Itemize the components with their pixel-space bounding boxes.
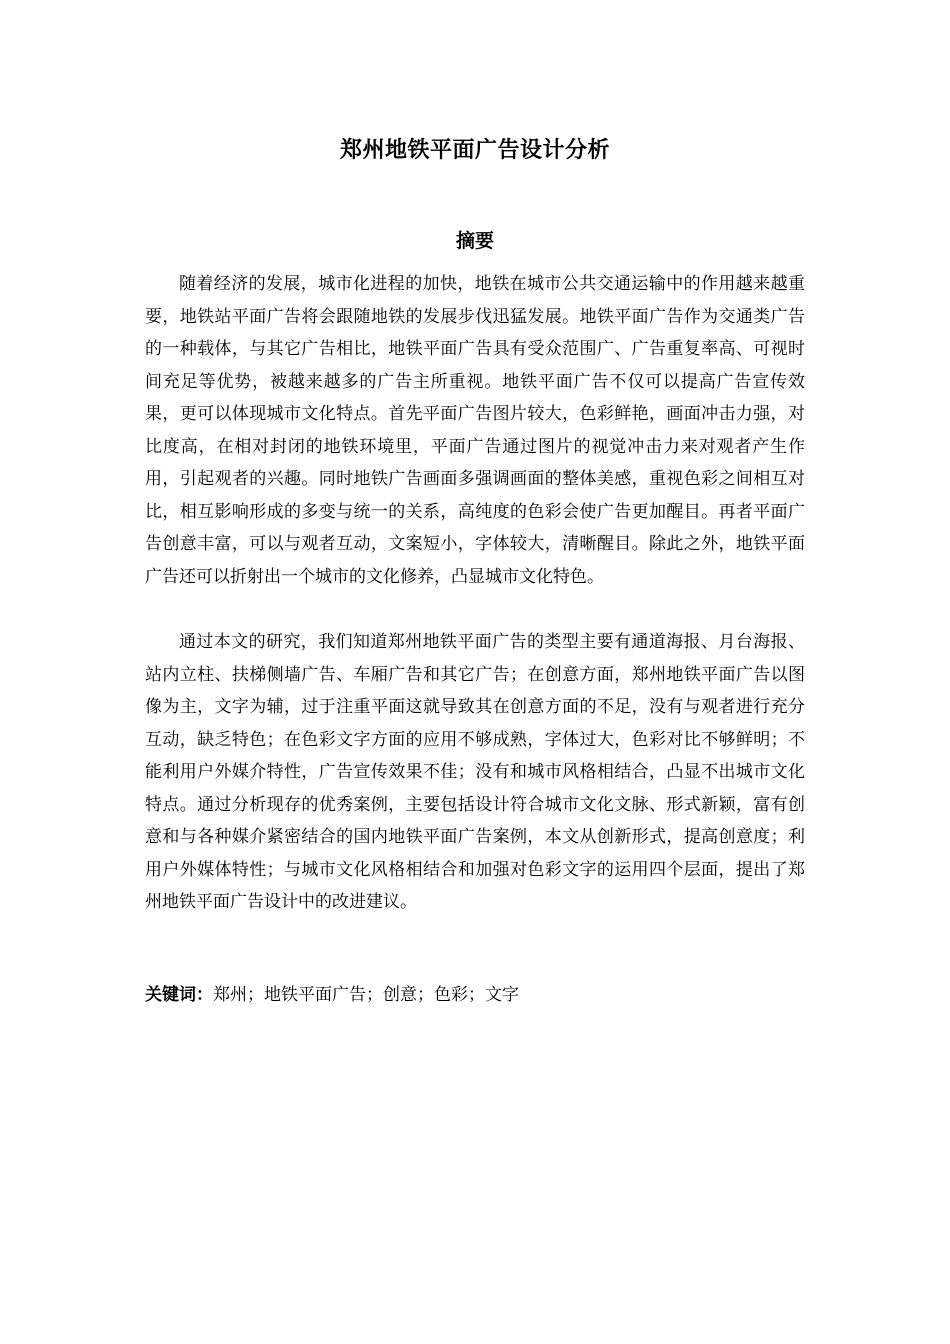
document-title: 郑州地铁平面广告设计分析 <box>339 138 610 163</box>
abstract-paragraph-2: 通过本文的研究，我们知道郑州地铁平面广告的类型主要有通道海报、月台海报、站内立柱、扶梯侧墙广告、车厢广告和其它广告；在创意方面，郑州地铁平面广告以图像为主，文字为辅，过于注重平面这就导致其在创意方面的不足，没有与观者进行充分互动，缺乏特色；在色彩文字方面的应用不够成熟，字体过大，色彩对比不够鲜明；不能利用户外媒介特性，广告宣传效果不佳；没有和城市风格相结合，凸显不出城市文化特点。通过分析现存的优秀案例，主要包括设计符合城市文化文脉、形式新颖，富有创意和与各种媒介紧密结合的国内地铁平面广告案例，本文从创新形式，提高创意度；利用户外媒体特性；与城市文化风格相结合和加强对色彩文字的运用四个层面，提出了郑州地铁平面广告设计中的改进建议。 <box>145 632 805 912</box>
keywords-line <box>145 981 805 1009</box>
abstract-paragraph-1: 随着经济的发展，城市化进程的加快，地铁在城市公共交通运输中的作用越来越重要，地铁站平面广告将会跟随地铁的发展步伐迅猛发展。地铁平面广告作为交通类广告的一种载体，与其它广告相比，地铁平面广告具有受众范围广、广告重复率高、可视时间充足等优势，被越来越多的广告主所重视。地铁平面广告不仅可以提高广告宣传效果，更可以体现城市文化特点。首先平面广告图片较大，色彩鲜艳，画面冲击力强，对比度高，在相对封闭的地铁环境里，平面广告通过图片的视觉冲击力来对观者产生作用，引起观者的兴趣。同时地铁广告画面多强调画面的整体美感，重视色彩之间相互对比，相互影响形成的多变与统一的关系，高纯度的色彩会使广告更加醒目。再者平面广告创意丰富，可以与观者互动，文案短小，字体较大，清晰醒目。除此之外，地铁平面广告还可以折射出一个城市的文化修养，凸显城市文化特色。 <box>145 274 805 587</box>
keywords-label: 关键词： <box>145 985 213 1005</box>
keywords-value: 郑州；地铁平面广告；创意；色彩；文字 <box>213 985 519 1005</box>
abstract-heading: 摘要 <box>455 230 494 252</box>
